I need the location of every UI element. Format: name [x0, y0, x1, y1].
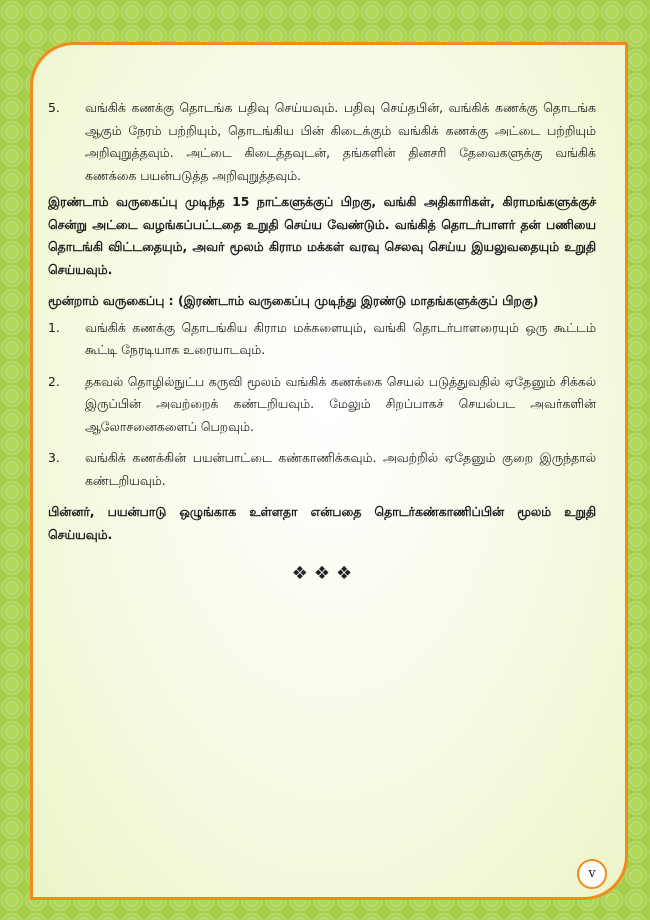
- list-item: [48, 317, 596, 362]
- list-text: வங்கிக் கணக்கு தொடங்கிய கிராம மக்களையும், வங்கி தொடர்பாளரையும் ஒரு கூட்டம் கூட்டி நேரடியாக உரையாடவும்.: [85, 319, 596, 357]
- list-item: [48, 371, 596, 439]
- list-item-5: [48, 97, 596, 187]
- third-visit-heading: மூன்றாம் வருகைப்பு : (இரண்டாம் வருகைப்பு முடிந்து இரண்டு மாதங்களுக்குப் பிறகு): [48, 293, 539, 308]
- list-text: தகவல் தொழில்நுட்ப கருவி மூலம் வங்கிக் கணக்கை செயல் படுத்துவதில் ஏதேனும் சிக்கல் இருப்பின் அவற்றைக் கண்டறியவும். மேலும் சிறப்பாகச் செயல்பட அவர்களின் ஆலோசனைகளைப் பெறவும்.: [85, 373, 596, 434]
- list-text: வங்கிக் கணக்கின் பயன்பாட்டை கண்காணிக்கவும். அவற்றில் ஏதேனும் குறை இருந்தால் கண்டறியவும்.: [85, 450, 596, 488]
- list-item: [48, 447, 596, 492]
- list-text: வங்கிக் கணக்கு தொடங்க பதிவு செய்யவும். பதிவு செய்தபின், வங்கிக் கணக்கு தொடங்க ஆகும் நேரம் பற்றியும், தொடங்கிய பின் கிடைக்கும் வங்கிக் கணக்கு அட்டை பற்றியும் அறிவுறுத்தவும். அட்டை கிடைத்தவுடன், தங்களின் தினசரி தேவைகளுக்கு வங்கிக் கணக்கை பயன்படுத்த அறிவுறுத்தவும்.: [85, 100, 596, 183]
- list-number: 2.: [48, 373, 60, 389]
- list-number: 5.: [48, 100, 60, 115]
- page-number: v: [577, 859, 607, 889]
- closing-note: பின்னர், பயன்பாடு ஒழுங்காக உள்ளதா என்பதை தொடர்கண்காணிப்பின் மூலம் உறுதி செய்யவும்.: [48, 504, 596, 542]
- page-content: [48, 97, 596, 546]
- second-visit-note: இரண்டாம் வருகைப்பு முடிந்த 15 நாட்களுக்குப் பிறகு, வங்கி அதிகாரிகள், கிராமங்களுக்குச் சென்று அட்டை வழங்கப்பட்டதை உறுதி செய்ய வேண்டும். வங்கித் தொடர்பாளர் தன் பணியை தொடங்கி விட்டதையும், அவர் மூலம் கிராம மக்கள் வரவு செலவு செய்ய இயலுவதையும் உறுதி செய்யவும்.: [48, 194, 596, 277]
- list-number: 3.: [48, 450, 60, 465]
- ornament-divider: ❖❖❖: [291, 563, 359, 584]
- list-number: 1.: [48, 319, 60, 335]
